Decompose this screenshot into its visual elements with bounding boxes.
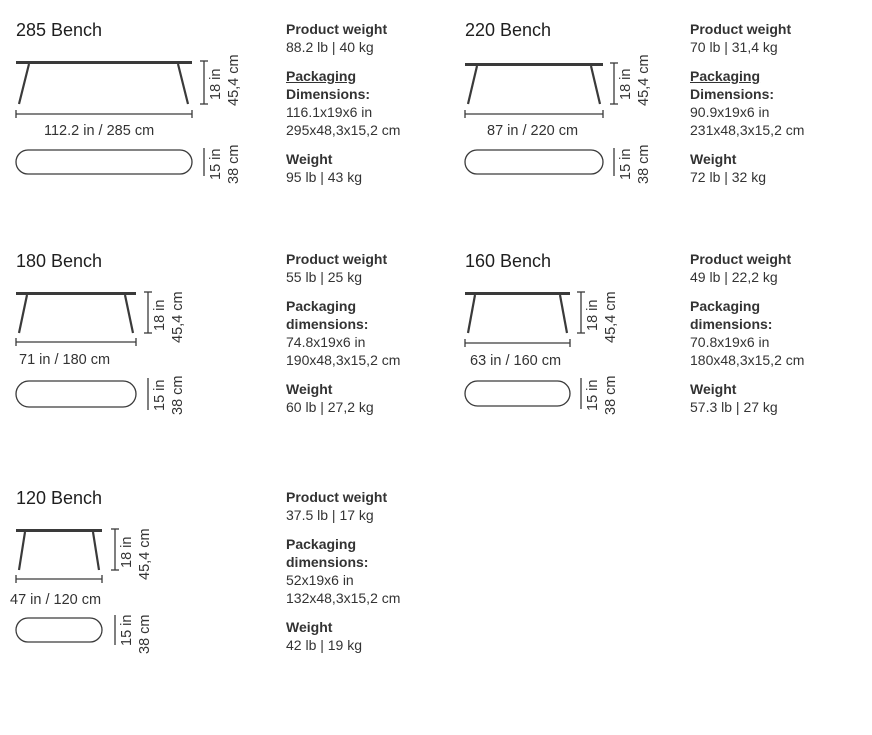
- packaging-dim-in: 90.9x19x6 in: [690, 104, 770, 120]
- bench-180-drawing: [16, 251, 216, 421]
- bench-depth-in: 15 in: [618, 148, 634, 180]
- bench-width: 71 in / 180 cm: [19, 352, 111, 368]
- bench-285-specs: [286, 20, 400, 186]
- product-weight-label: Product weight: [286, 489, 388, 505]
- product-weight-label: Product weight: [286, 21, 388, 37]
- weight-label: Weight: [690, 381, 737, 397]
- bench-height-in: 18 in: [585, 299, 601, 331]
- packaging-dim-cm: 180x48,3x15,2 cm: [690, 352, 805, 368]
- bench-height-cm: 45,4 cm: [636, 54, 652, 106]
- bench-width: 87 in / 220 cm: [487, 123, 579, 139]
- weight-label: Weight: [286, 619, 333, 635]
- packaging-dim-cm: 295x48,3x15,2 cm: [286, 122, 401, 138]
- bench-depth-in: 15 in: [152, 379, 168, 411]
- packaging-dim-in: 116.1x19x6 in: [286, 104, 373, 120]
- bench-height-in: 18 in: [618, 68, 634, 100]
- bench-height-cm: 45,4 cm: [137, 528, 153, 580]
- bench-title: 285 Bench: [16, 20, 103, 40]
- weight-label: Weight: [286, 151, 333, 167]
- bench-width: 47 in / 120 cm: [10, 592, 102, 608]
- packaging-dim-in: 70.8x19x6 in: [690, 334, 770, 350]
- weight-label: Weight: [286, 381, 333, 397]
- product-weight-value: 37.5 lb | 17 kg: [286, 507, 374, 523]
- packaging-dim-in: 74.8x19x6 in: [286, 334, 366, 350]
- product-weight-label: Product weight: [286, 251, 388, 267]
- product-weight-label: Product weight: [690, 251, 792, 267]
- bench-220-drawing: [465, 20, 705, 190]
- bench-height-in: 18 in: [152, 299, 168, 331]
- packaging-dim-cm: 190x48,3x15,2 cm: [286, 352, 401, 368]
- packaging-dim-cm: 231x48,3x15,2 cm: [690, 122, 805, 138]
- bench-depth-in: 15 in: [208, 148, 224, 180]
- packaging-dim-cm: 132x48,3x15,2 cm: [286, 590, 401, 606]
- packaging-label: Packaging: [286, 536, 357, 552]
- packaging-label: Packaging: [690, 298, 761, 314]
- product-weight-value: 55 lb | 25 kg: [286, 269, 363, 285]
- weight-value: 72 lb | 32 kg: [690, 169, 767, 185]
- bench-width: 63 in / 160 cm: [470, 353, 562, 369]
- weight-value: 57.3 lb | 27 kg: [690, 399, 778, 415]
- packaging-label-dimensions: Dimensions:: [690, 86, 775, 102]
- bench-180-specs: [286, 250, 400, 416]
- bench-depth-cm: 38 cm: [170, 375, 186, 415]
- bench-title: 160 Bench: [465, 251, 552, 271]
- bench-120-drawing: [16, 488, 216, 658]
- weight-value: 60 lb | 27,2 kg: [286, 399, 374, 415]
- bench-height-in: 18 in: [208, 68, 224, 100]
- bench-depth-in: 15 in: [585, 379, 601, 411]
- packaging-label: Packaging: [286, 298, 357, 314]
- bench-120-specs: [286, 488, 400, 654]
- packaging-dim-in: 52x19x6 in: [286, 572, 354, 588]
- weight-label: Weight: [690, 151, 737, 167]
- bench-depth-cm: 38 cm: [226, 144, 242, 184]
- bench-160-drawing: [465, 251, 665, 421]
- packaging-label-dimensions: dimensions:: [286, 316, 369, 332]
- bench-title: 220 Bench: [465, 20, 552, 40]
- bench-width: 112.2 in / 285 cm: [44, 123, 155, 139]
- bench-depth-in: 15 in: [119, 614, 135, 646]
- packaging-label-dimensions: Dimensions:: [286, 86, 371, 102]
- bench-220-specs: [690, 20, 804, 186]
- packaging-label-dimensions: dimensions:: [286, 554, 369, 570]
- product-weight-value: 70 lb | 31,4 kg: [690, 39, 778, 55]
- weight-value: 42 lb | 19 kg: [286, 637, 363, 653]
- packaging-label-dimensions: dimensions:: [690, 316, 773, 332]
- bench-depth-cm: 38 cm: [636, 144, 652, 184]
- product-weight-value: 49 lb | 22,2 kg: [690, 269, 778, 285]
- packaging-label: Packaging: [690, 68, 761, 84]
- packaging-label: Packaging: [286, 68, 357, 84]
- product-weight-label: Product weight: [690, 21, 792, 37]
- bench-title: 180 Bench: [16, 251, 103, 271]
- bench-title: 120 Bench: [16, 488, 103, 508]
- bench-height-cm: 45,4 cm: [226, 54, 242, 106]
- bench-height-cm: 45,4 cm: [603, 291, 619, 343]
- weight-value: 95 lb | 43 kg: [286, 169, 363, 185]
- product-weight-value: 88.2 lb | 40 kg: [286, 39, 374, 55]
- bench-depth-cm: 38 cm: [137, 614, 153, 654]
- bench-height-cm: 45,4 cm: [170, 291, 186, 343]
- bench-160-specs: [690, 250, 804, 416]
- bench-depth-cm: 38 cm: [603, 375, 619, 415]
- bench-height-in: 18 in: [119, 536, 135, 568]
